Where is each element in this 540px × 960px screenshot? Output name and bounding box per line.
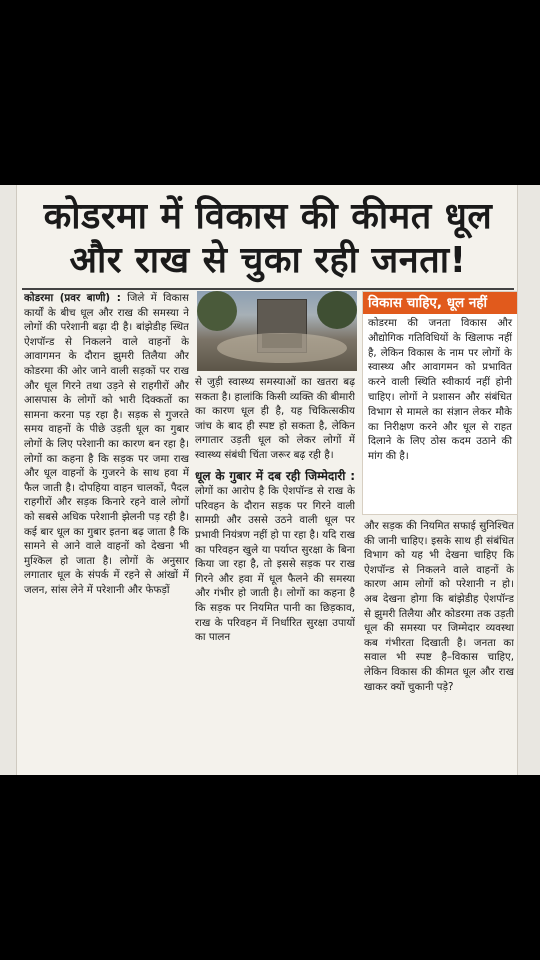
column-1-text: जिले में विकास कार्यों के बीच धूल और राख की समस्या ने लोगों की परेशानी बढ़ा दी है। बांझेडीह स्थित ऐशपॉन्ड से निकलने वाले वाहनों के आवागमन के दौरान झुमरी तिलैया और कोडरमा की ओर जाने वाली सड़कों पर राख और धूल गिरने तथा उड़ने से राहगीरों और आसपास के लोगों को भारी दिक्कतों का सामना करना पड़ रहा है। सड़क से गुजरते समय वाहनों के पीछे उड़ती धूल का गुबार लोगों के लिए परेशानी का कारण बन रहा है। लोगों का कहना है कि सड़क पर जमा राख और धूल वाहनों के गुजरने के साथ हवा में फैल जाती है। दोपहिया वाहन चालकों, पैदल राहगीरों और सड़क किनारे रहने वाले लोगों को सबसे अधिक परेशानी झेलनी पड़ रही है। कई बार धूल का गुबार इतना बढ़ जाता है कि सामने से आने वाले वाहनों को देखना भी मुश्किल हो जाता है। लोगों के अनुसार लगातार धूल के संपर्क में रहने से आंखों में जलन, सांस लेने में परेशानी और फेफड़ों [24, 292, 189, 596]
road-dust-photo [197, 291, 357, 371]
column-2-text-b: लोगों का आरोप है कि ऐशपॉन्ड से राख के परिवहन के दौरान सड़क पर गिरने वाली सामग्री और उससे उठने वाली धूल पर प्रभावी नियंत्रण नहीं हो पा रहा है। यदि राख का परिवहन खुले या पर्याप्त सुरक्षा के बिना किया जा रहा है, तो इससे सड़क पर राख गिरने और हवा में धूल फैलने की समस्या और गंभीर हो जाती है। लोगों का कहना है कि सड़क पर नियमित पानी का छिड़काव, राख के परिवहन में निर्धारित सुरक्षा उपायों का पालन [195, 485, 355, 644]
article-column-1 [24, 291, 189, 775]
tree-shape [197, 291, 237, 331]
headline-rule [22, 288, 514, 290]
sidebar-box-text: कोडरमा की जनता विकास और औद्योगिक गतिविधियों के खिलाफ नहीं है, लेकिन विकास के नाम पर लोगों के स्वास्थ्य और आवागमन को प्रभावित करने वाली स्थिति स्वीकार्य नहीं होनी चाहिए। लोगों ने प्रशासन और संबंधित विभाग से मामले का संज्ञान लेकर मौके का निरीक्षण करने और धूल से राहत दिलाने के लिए ठोस कदम उठाने की मांग की है। [368, 318, 512, 463]
column-3-text: और सड़क की नियमित सफाई सुनिश्चित की जानी चाहिए। इसके साथ ही संबंधित विभाग को यह भी देखना चाहिए कि ऐशपॉन्ड से निकलने वाले वाहनों के कारण आम लोगों को परेशानी न हो। अब देखना होगा कि बांझेडीह ऐशपॉन्ड से झुमरी तिलैया और कोडरमा तक उड़ती धूल की समस्या पर जिम्मेदार व्यवस्था कब गंभीरता दिखाती है। जनता का सवाल भी स्पष्ट है–विकास चाहिए, लेकिन विकास की कीमत धूल और राख खाकर क्यों चुकानी पड़े? [364, 520, 514, 693]
adjacent-column-right [517, 185, 540, 775]
sidebar-box-heading: विकास चाहिए, धूल नहीं [363, 292, 517, 314]
column-2-text-a: से जुड़ी स्वास्थ्य समस्याओं का खतरा बढ़ सकता है। हालांकि किसी व्यक्ति की बीमारी का कारण धूल ही है, यह चिकित्सकीय जांच के बाद ही स्पष्ट हो सकता है, लेकिन लगातार उड़ती धूल को लेकर लोगों में स्वास्थ्य संबंधी चिंता जरूर बढ़ रही है। [195, 376, 355, 461]
sidebar-box [362, 291, 518, 515]
dust-cloud-shape [217, 333, 347, 363]
headline [22, 195, 514, 283]
dateline: कोडरमा (प्रवर बाणी) : [24, 292, 121, 304]
article-column-3 [364, 519, 514, 775]
newspaper-clipping [0, 185, 540, 775]
adjacent-column-left [0, 185, 17, 775]
headline-line-1: कोडरमा में विकास की कीमत धूल [43, 196, 493, 237]
tree-shape [317, 291, 357, 329]
article-column-2 [195, 375, 355, 775]
subheading: धूल के गुबार में दब रही जिम्मेदारी : [195, 468, 355, 483]
headline-line-2: और राख से चुका रही जनता! [69, 240, 467, 281]
